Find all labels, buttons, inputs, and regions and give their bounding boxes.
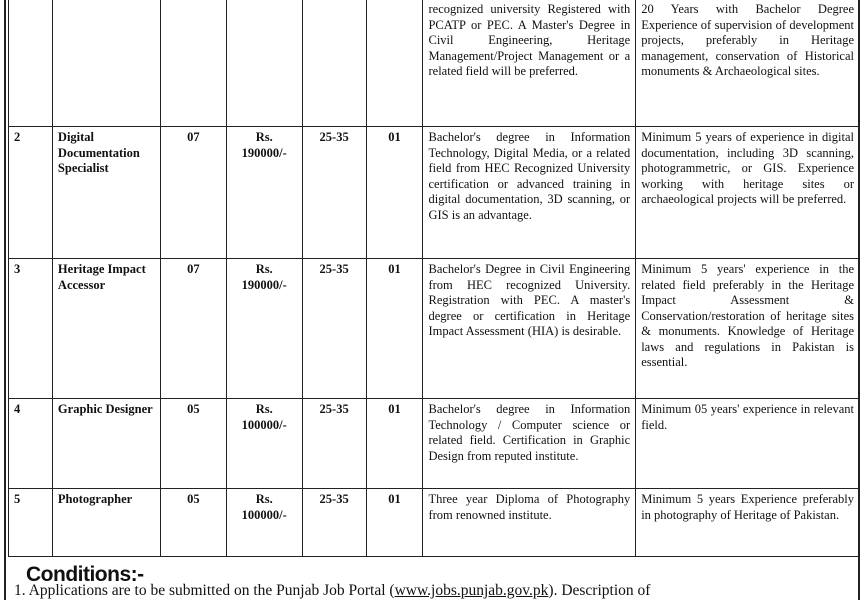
salary-cell: Rs. 100000/-	[226, 399, 302, 489]
qualification-cell: Bachelor's Degree in Civil Engineering from HEC recognized University. Registration with PEC. A master's degree or certification in Heritage Impact Assessment (HIA) is desirable.	[423, 259, 636, 399]
salary-cell: Rs. 190000/-	[226, 259, 302, 399]
jobs-table	[8, 0, 860, 557]
bps-cell: 07	[160, 127, 226, 259]
age-limit-cell: 25-35	[302, 127, 366, 259]
experience-cell: Minimum 05 years' experience in relevant field.	[636, 399, 860, 489]
seats-cell: 01	[366, 127, 423, 259]
bps-cell: 05	[160, 489, 226, 557]
serial-number-cell: 3	[9, 259, 53, 399]
table-row	[9, 0, 860, 127]
salary-cell	[226, 0, 302, 127]
experience-cell: Minimum 5 years' experience in the related field preferably in the Heritage Impact Assessment & Conservation/restoration of heritage sites & monuments. Knowledge of Heritage laws and regulations in Pakistan is essential.	[636, 259, 860, 399]
serial-number-cell	[9, 0, 53, 127]
experience-cell: Minimum 5 years of experience in digital documentation, including 3D scanning, photogrammetric, or GIS. Experience working with heritage sites or archaeological projects will be preferred.	[636, 127, 860, 259]
table-row	[9, 127, 860, 259]
experience-cell: 20 Years with Bachelor Degree Experience of supervision of development projects, preferably in Heritage management, conservation of Historical monuments & Archaeological sites.	[636, 0, 860, 127]
post-name-cell: Heritage Impact Accessor	[52, 259, 160, 399]
bps-cell: 07	[160, 259, 226, 399]
seats-cell: 01	[366, 489, 423, 557]
qualification-cell: recognized university Registered with PCATP or PEC. A Master's Degree in Civil Engineering, Heritage Management/Project Management or a related field will be preferred.	[423, 0, 636, 127]
condition-text: 1. Applications are to be submitted on the Punjab Job Portal (	[14, 582, 395, 599]
job-portal-link[interactable]: www.jobs.punjab.gov.pk	[394, 582, 549, 599]
serial-number-cell: 4	[9, 399, 53, 489]
qualification-cell: Bachelor's degree in Information Technology, Digital Media, or a related field from HEC Recognized University certification or advanced training in digital documentation, 3D scanning, or GIS is an advantage.	[423, 127, 636, 259]
condition-text-end: ). Description of	[548, 582, 651, 599]
age-limit-cell: 25-35	[302, 489, 366, 557]
post-name-cell	[52, 0, 160, 127]
age-limit-cell: 25-35	[302, 399, 366, 489]
bps-cell	[160, 0, 226, 127]
conditions-heading: Conditions:-	[26, 563, 144, 586]
qualification-cell: Bachelor's degree in Information Technology / Computer science or related field. Certification in Graphic Design from reputed institute.	[423, 399, 636, 489]
post-name-cell: Graphic Designer	[52, 399, 160, 489]
table-row	[9, 259, 860, 399]
condition-1	[14, 582, 650, 600]
bps-cell: 05	[160, 399, 226, 489]
qualification-cell: Three year Diploma of Photography from renowned institute.	[423, 489, 636, 557]
salary-cell: Rs. 190000/-	[226, 127, 302, 259]
table-row	[9, 399, 860, 489]
seats-cell: 01	[366, 259, 423, 399]
post-name-cell: Photographer	[52, 489, 160, 557]
serial-number-cell: 2	[9, 127, 53, 259]
age-limit-cell	[302, 0, 366, 127]
serial-number-cell: 5	[9, 489, 53, 557]
post-name-cell: Digital Documentation Specialist	[52, 127, 160, 259]
seats-cell: 01	[366, 399, 423, 489]
table-row	[9, 489, 860, 557]
experience-cell: Minimum 5 years Experience preferably in photography of Heritage of Pakistan.	[636, 489, 860, 557]
age-limit-cell: 25-35	[302, 259, 366, 399]
seats-cell	[366, 0, 423, 127]
salary-cell: Rs. 100000/-	[226, 489, 302, 557]
